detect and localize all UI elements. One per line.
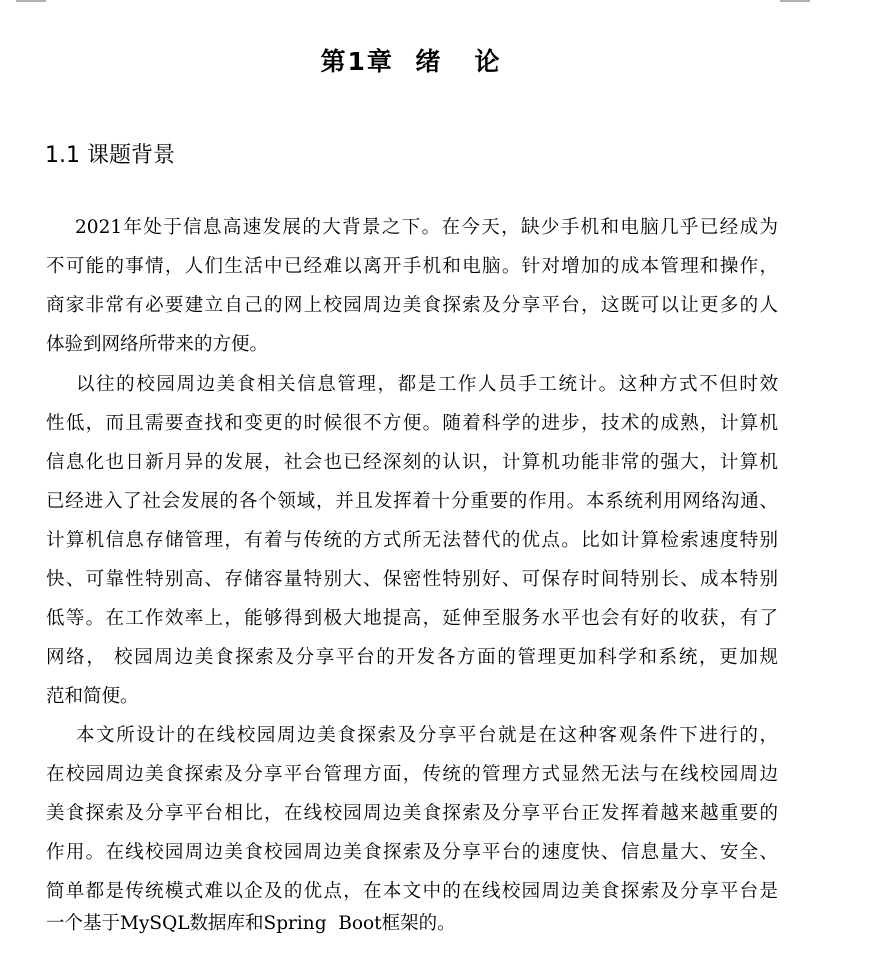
section-heading: 1.1 课题背景 (45, 143, 175, 168)
paragraph-line: 体验到网络所带来的方便。 (46, 334, 269, 355)
paragraph-line: 性低，而且需要查找和变更的时候很不方便。随着科学的进步，技术的成熟，计算机 (46, 413, 778, 434)
paragraph-line: 范和简便。 (46, 686, 139, 707)
paragraph-line: 本文所设计的在线校园周边美食探索及分享平台就是在这种客观条件下进行的， (46, 725, 778, 746)
paragraph-line: 低等。在工作效率上，能够得到极大地提高，延伸至服务水平也会有好的收获，有了 (46, 608, 778, 629)
page-corner-mark-left (16, 0, 46, 2)
paragraph-line: 不可能的事情，人们生活中已经难以离开手机和电脑。针对增加的成本管理和操作， (46, 256, 778, 277)
paragraph-line: 简单都是传统模式难以企及的优点，在本文中的在线校园周边美食探索及分享平台是 (46, 881, 778, 902)
paragraph-line: 2021年处于信息高速发展的大背景之下。在今天，缺少手机和电脑几乎已经成为 (46, 217, 778, 238)
paragraph-line: 信息化也日新月异的发展，社会也已经深刻的认识，计算机功能非常的强大，计算机 (46, 452, 778, 473)
paragraph-line: 以往的校园周边美食相关信息管理，都是工作人员手工统计。这种方式不但时效 (46, 374, 778, 395)
paragraph-line: 商家非常有必要建立自己的网上校园周边美食探索及分享平台，这既可以让更多的人 (46, 295, 778, 316)
paragraph-line: 美食探索及分享平台相比，在线校园周边美食探索及分享平台正发挥着越来越重要的 (46, 803, 778, 824)
chapter-title: 第1章 绪 论 (320, 47, 502, 76)
paragraph-line: 网络， 校园周边美食探索及分享平台的开发各方面的管理更加科学和系统，更加规 (46, 647, 778, 668)
paragraph-line: 在校园周边美食探索及分享平台管理方面，传统的管理方式显然无法与在线校园周边 (46, 764, 778, 785)
paragraph-line: 计算机信息存储管理，有着与传统的方式所无法替代的优点。比如计算检索速度特别 (46, 530, 778, 551)
paragraph-line: 快、可靠性特别高、存储容量特别大、保密性特别好、可保存时间特别长、成本特别 (46, 569, 778, 590)
paragraph-line: 一个基于MySQL数据库和Spring Boot框架的。 (46, 913, 456, 934)
paragraph-line: 作用。在线校园周边美食校园周边美食探索及分享平台的速度快、信息量大、安全、 (46, 842, 778, 863)
paragraph-line: 已经进入了社会发展的各个领域，并且发挥着十分重要的作用。本系统利用网络沟通、 (46, 491, 778, 512)
page-corner-mark-right (780, 0, 810, 2)
